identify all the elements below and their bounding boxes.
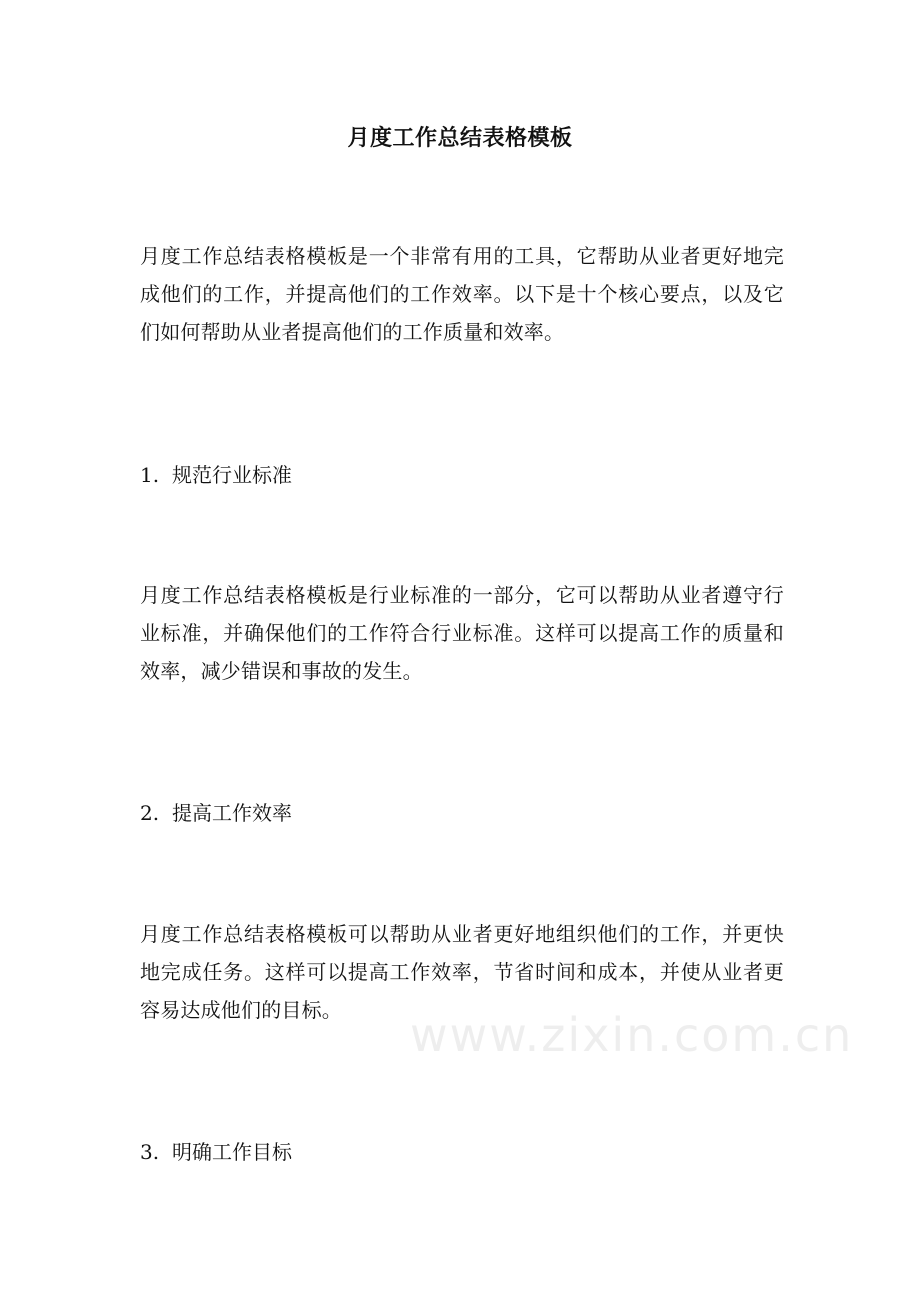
section-body-1: 月度工作总结表格模板是行业标准的一部分，它可以帮助从业者遵守行业标准，并确保他们的工作符合行业标准。这样可以提高工作的质量和效率，减少错误和事故的发生。	[140, 583, 784, 683]
section-title: 明确工作目标	[172, 1140, 292, 1164]
section-title: 提高工作效率	[172, 801, 292, 825]
section-number: 1.	[140, 463, 160, 487]
section-heading-3	[140, 1133, 784, 1171]
section-number: 2.	[140, 801, 160, 825]
section-title: 规范行业标准	[172, 463, 292, 487]
watermark: www.zixin.com.cn	[410, 1008, 854, 1062]
section-body-2: 月度工作总结表格模板可以帮助从业者更好地组织他们的工作，并更快地完成任务。这样可以提高工作效率，节省时间和成本，并使从业者更容易达成他们的目标。	[140, 922, 784, 1022]
document-title: 月度工作总结表格模板	[347, 125, 573, 151]
section-heading-2	[140, 794, 784, 832]
section-heading-1	[140, 456, 784, 494]
intro-paragraph: 月度工作总结表格模板是一个非常有用的工具，它帮助从业者更好地完成他们的工作，并提高他们的工作效率。以下是十个核心要点，以及它们如何帮助从业者提高他们的工作质量和效率。	[140, 244, 784, 344]
section-number: 3.	[140, 1140, 160, 1164]
